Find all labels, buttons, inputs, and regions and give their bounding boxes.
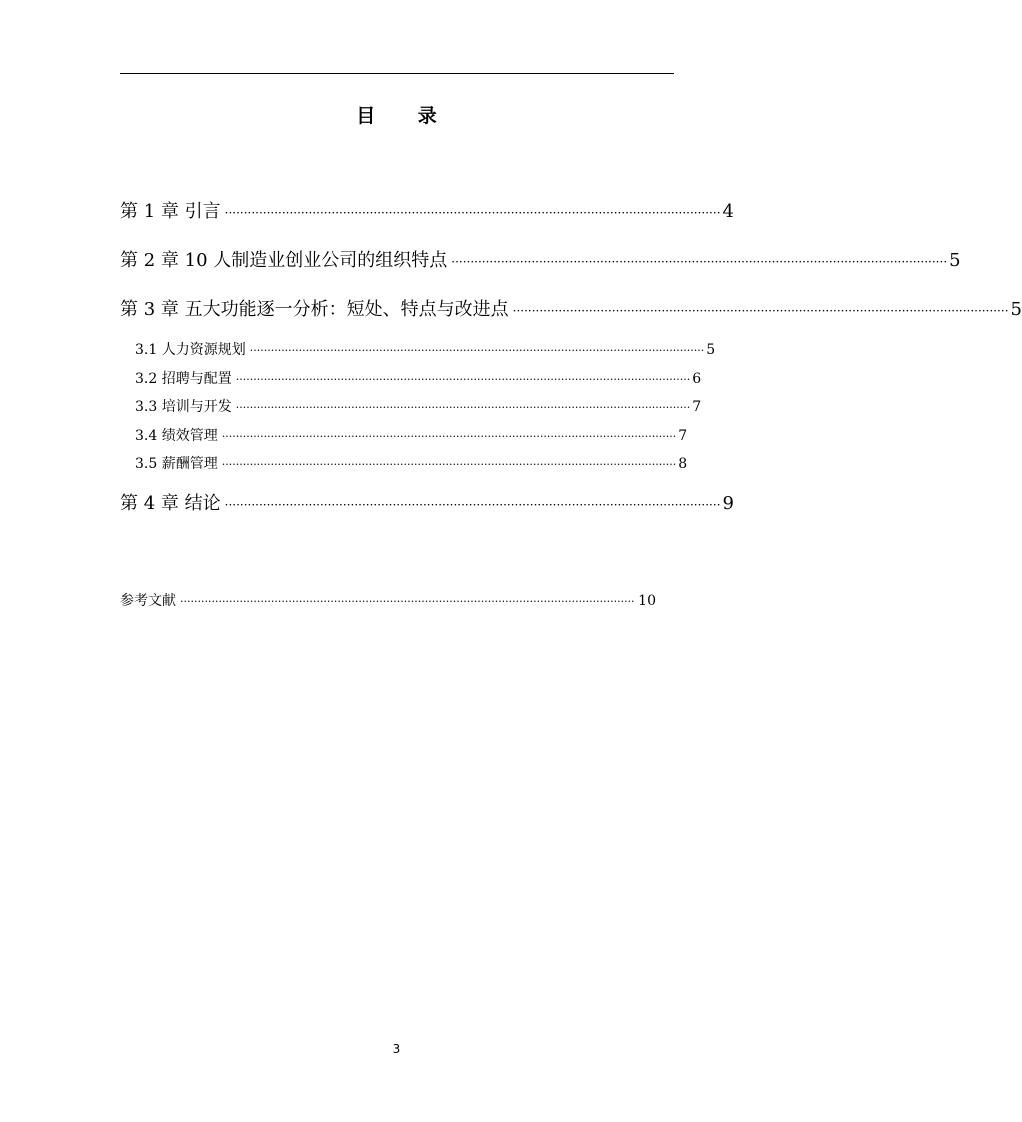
toc-entry-label: 第 2 章 10 人制造业创业公司的组织特点 xyxy=(120,250,448,271)
dot-leader: ·································································································································· xyxy=(235,373,691,386)
toc-entry-section-3-1[interactable] xyxy=(135,340,716,361)
dot-leader: ·································································································································· xyxy=(451,255,948,269)
toc-entry-section-3-5[interactable] xyxy=(135,454,688,475)
toc-entry-label: 第 3 章 五大功能逐一分析：短处、特点与改进点 xyxy=(120,299,509,320)
toc-entry-page: 5 xyxy=(706,342,716,358)
dot-leader: ·································································································································· xyxy=(221,430,677,443)
toc-entry-label: 参考文献 xyxy=(120,593,176,609)
footer-page-number: 3 xyxy=(392,1042,401,1056)
toc-entry-page: 8 xyxy=(678,456,688,472)
toc-entry-chapter-4[interactable] xyxy=(120,492,734,517)
toc-entry-chapter-3[interactable] xyxy=(120,298,1022,323)
toc-entry-page: 5 xyxy=(949,250,961,271)
toc-entry-section-3-2[interactable] xyxy=(135,369,702,390)
toc-entry-chapter-2[interactable] xyxy=(120,249,961,274)
toc-entry-label: 3.5 薪酬管理 xyxy=(135,456,218,472)
toc-entry-references[interactable] xyxy=(120,591,656,612)
toc-entry-page: 7 xyxy=(692,399,702,415)
toc-entry-label: 3.1 人力资源规划 xyxy=(135,342,246,358)
toc-entry-section-3-3[interactable] xyxy=(135,397,702,418)
dot-leader: ·································································································································· xyxy=(180,595,635,608)
toc-entry-section-3-4[interactable] xyxy=(135,426,688,447)
dot-leader: ·································································································································· xyxy=(512,304,1009,318)
dot-leader: ·································································································································· xyxy=(224,498,721,512)
toc-entry-page: 10 xyxy=(638,593,656,609)
toc-entry-label: 第 4 章 结论 xyxy=(120,493,221,514)
header-rule xyxy=(120,73,674,74)
toc-entry-label: 3.3 培训与开发 xyxy=(135,399,232,415)
toc-entry-page: 7 xyxy=(678,428,688,444)
toc-title: 目 录 xyxy=(356,105,455,127)
dot-leader: ·································································································································· xyxy=(249,344,705,357)
dot-leader: ·································································································································· xyxy=(224,206,721,220)
toc-entry-chapter-1[interactable] xyxy=(120,200,734,225)
toc-entry-page: 5 xyxy=(1010,299,1022,320)
toc-entry-page: 6 xyxy=(692,371,702,387)
dot-leader: ·································································································································· xyxy=(221,458,677,471)
toc-entry-label: 第 1 章 引言 xyxy=(120,201,221,222)
toc-entry-label: 3.4 绩效管理 xyxy=(135,428,218,444)
toc-entry-label: 3.2 招聘与配置 xyxy=(135,371,232,387)
toc-entry-page: 9 xyxy=(722,493,734,514)
dot-leader: ·································································································································· xyxy=(235,401,691,414)
toc-entry-page: 4 xyxy=(722,201,734,222)
